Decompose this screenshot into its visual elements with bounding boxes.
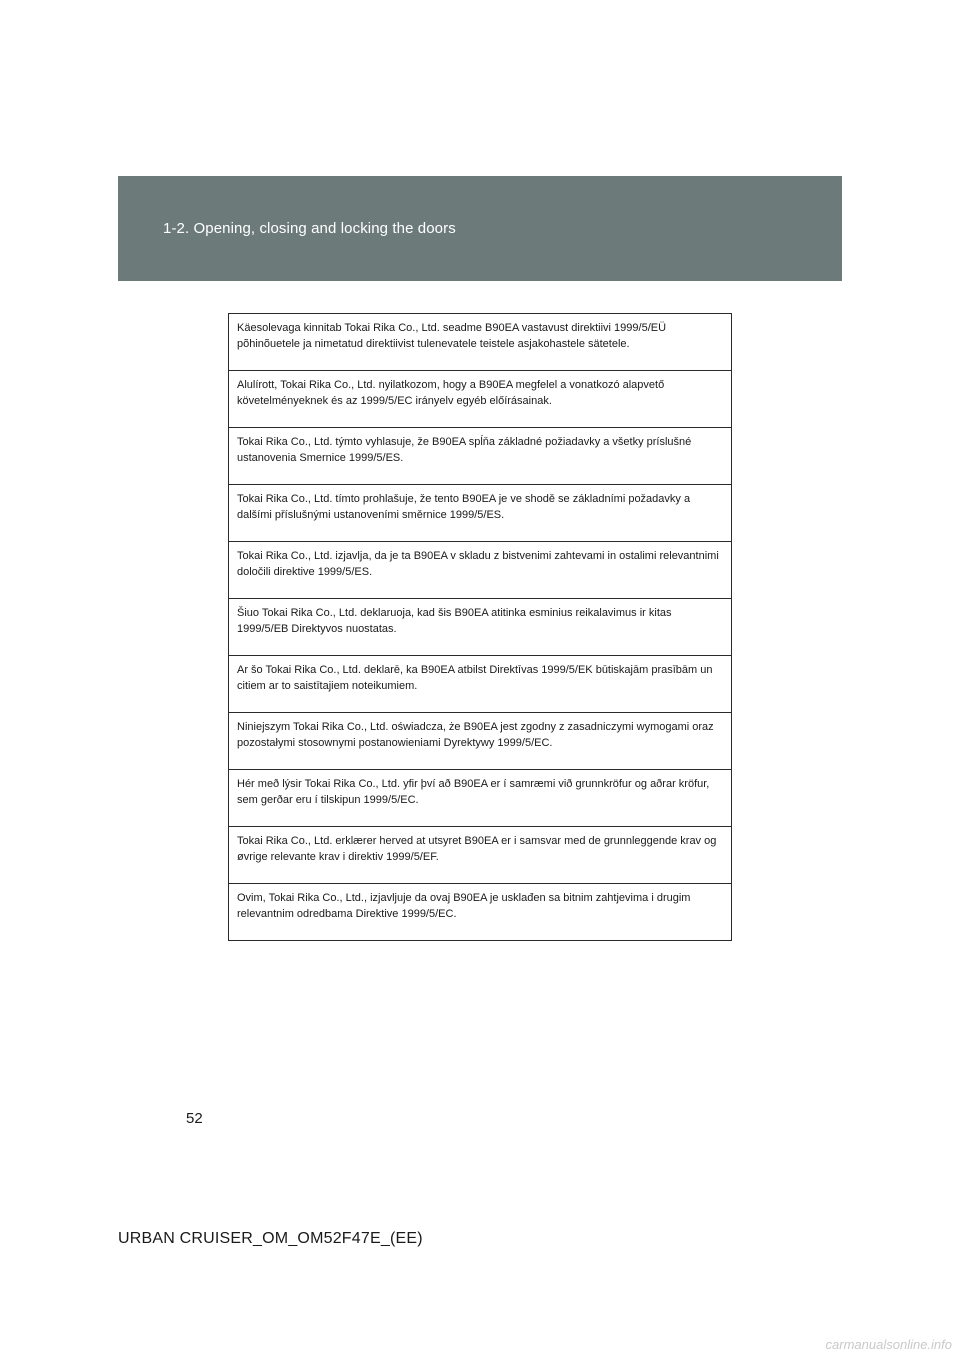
declaration-slovak: Tokai Rika Co., Ltd. týmto vyhlasuje, že B90EA spĺňa základné požiadavky a všetky príslušné ustanovenia Smernice 1999/5/ES. [229, 428, 731, 485]
watermark: carmanualsonline.info [825, 1337, 952, 1352]
declarations-table [228, 313, 732, 941]
page-number: 52 [186, 1110, 203, 1127]
declaration-polish: Niniejszym Tokai Rika Co., Ltd. oświadcza, że B90EA jest zgodny z zasadniczymi wymogami oraz pozostałymi stosownymi postanowieniami Dyrektywy 1999/5/EC. [229, 713, 731, 770]
declaration-lithuanian: Šiuo Tokai Rika Co., Ltd. deklaruoja, kad šis B90EA atitinka esminius reikalavimus ir kitas 1999/5/EB Direktyvos nuostatas. [229, 599, 731, 656]
declaration-norwegian: Tokai Rika Co., Ltd. erklærer herved at utsyret B90EA er i samsvar med de grunnleggende krav og øvrige relevante krav i direktiv 1999/5/EF. [229, 827, 731, 884]
declaration-slovenian: Tokai Rika Co., Ltd. izjavlja, da je ta B90EA v skladu z bistvenimi zahtevami in ostalimi relevantnimi določili direktive 1999/5/ES. [229, 542, 731, 599]
declaration-latvian: Ar šo Tokai Rika Co., Ltd. deklarē, ka B90EA atbilst Direktīvas 1999/5/EK būtiskajām prasībām un citiem ar to saistītajiem noteikumiem. [229, 656, 731, 713]
section-header-band [118, 176, 842, 281]
declaration-icelandic: Hér með lýsir Tokai Rika Co., Ltd. yfir því að B90EA er í samræmi við grunnkröfur og aðrar kröfur, sem gerðar eru í tilskipun 1999/5/EC. [229, 770, 731, 827]
declaration-hungarian: Alulírott, Tokai Rika Co., Ltd. nyilatkozom, hogy a B90EA megfelel a vonatkozó alapvető követelményeknek és az 1999/5/EC irányelv egyéb előírásainak. [229, 371, 731, 428]
declaration-croatian: Ovim, Tokai Rika Co., Ltd., izjavljuje da ovaj B90EA je usklađen sa bitnim zahtjevima i drugim relevantnim odredbama Direktive 1999/5/EC. [237, 892, 691, 920]
document-code: URBAN CRUISER_OM_OM52F47E_(EE) [118, 1230, 423, 1247]
section-title: 1-2. Opening, closing and locking the doors [163, 220, 456, 237]
declaration-estonian: Käesolevaga kinnitab Tokai Rika Co., Ltd. seadme B90EA vastavust direktiivi 1999/5/EÜ põhinõuetele ja nimetatud direktiivist tulenevatele teistele asjakohastele sätetele. [229, 314, 731, 371]
declaration-czech: Tokai Rika Co., Ltd. tímto prohlašuje, že tento B90EA je ve shodě se základními požadavky a dalšími příslušnými ustanoveními směrnice 1999/5/ES. [229, 485, 731, 542]
